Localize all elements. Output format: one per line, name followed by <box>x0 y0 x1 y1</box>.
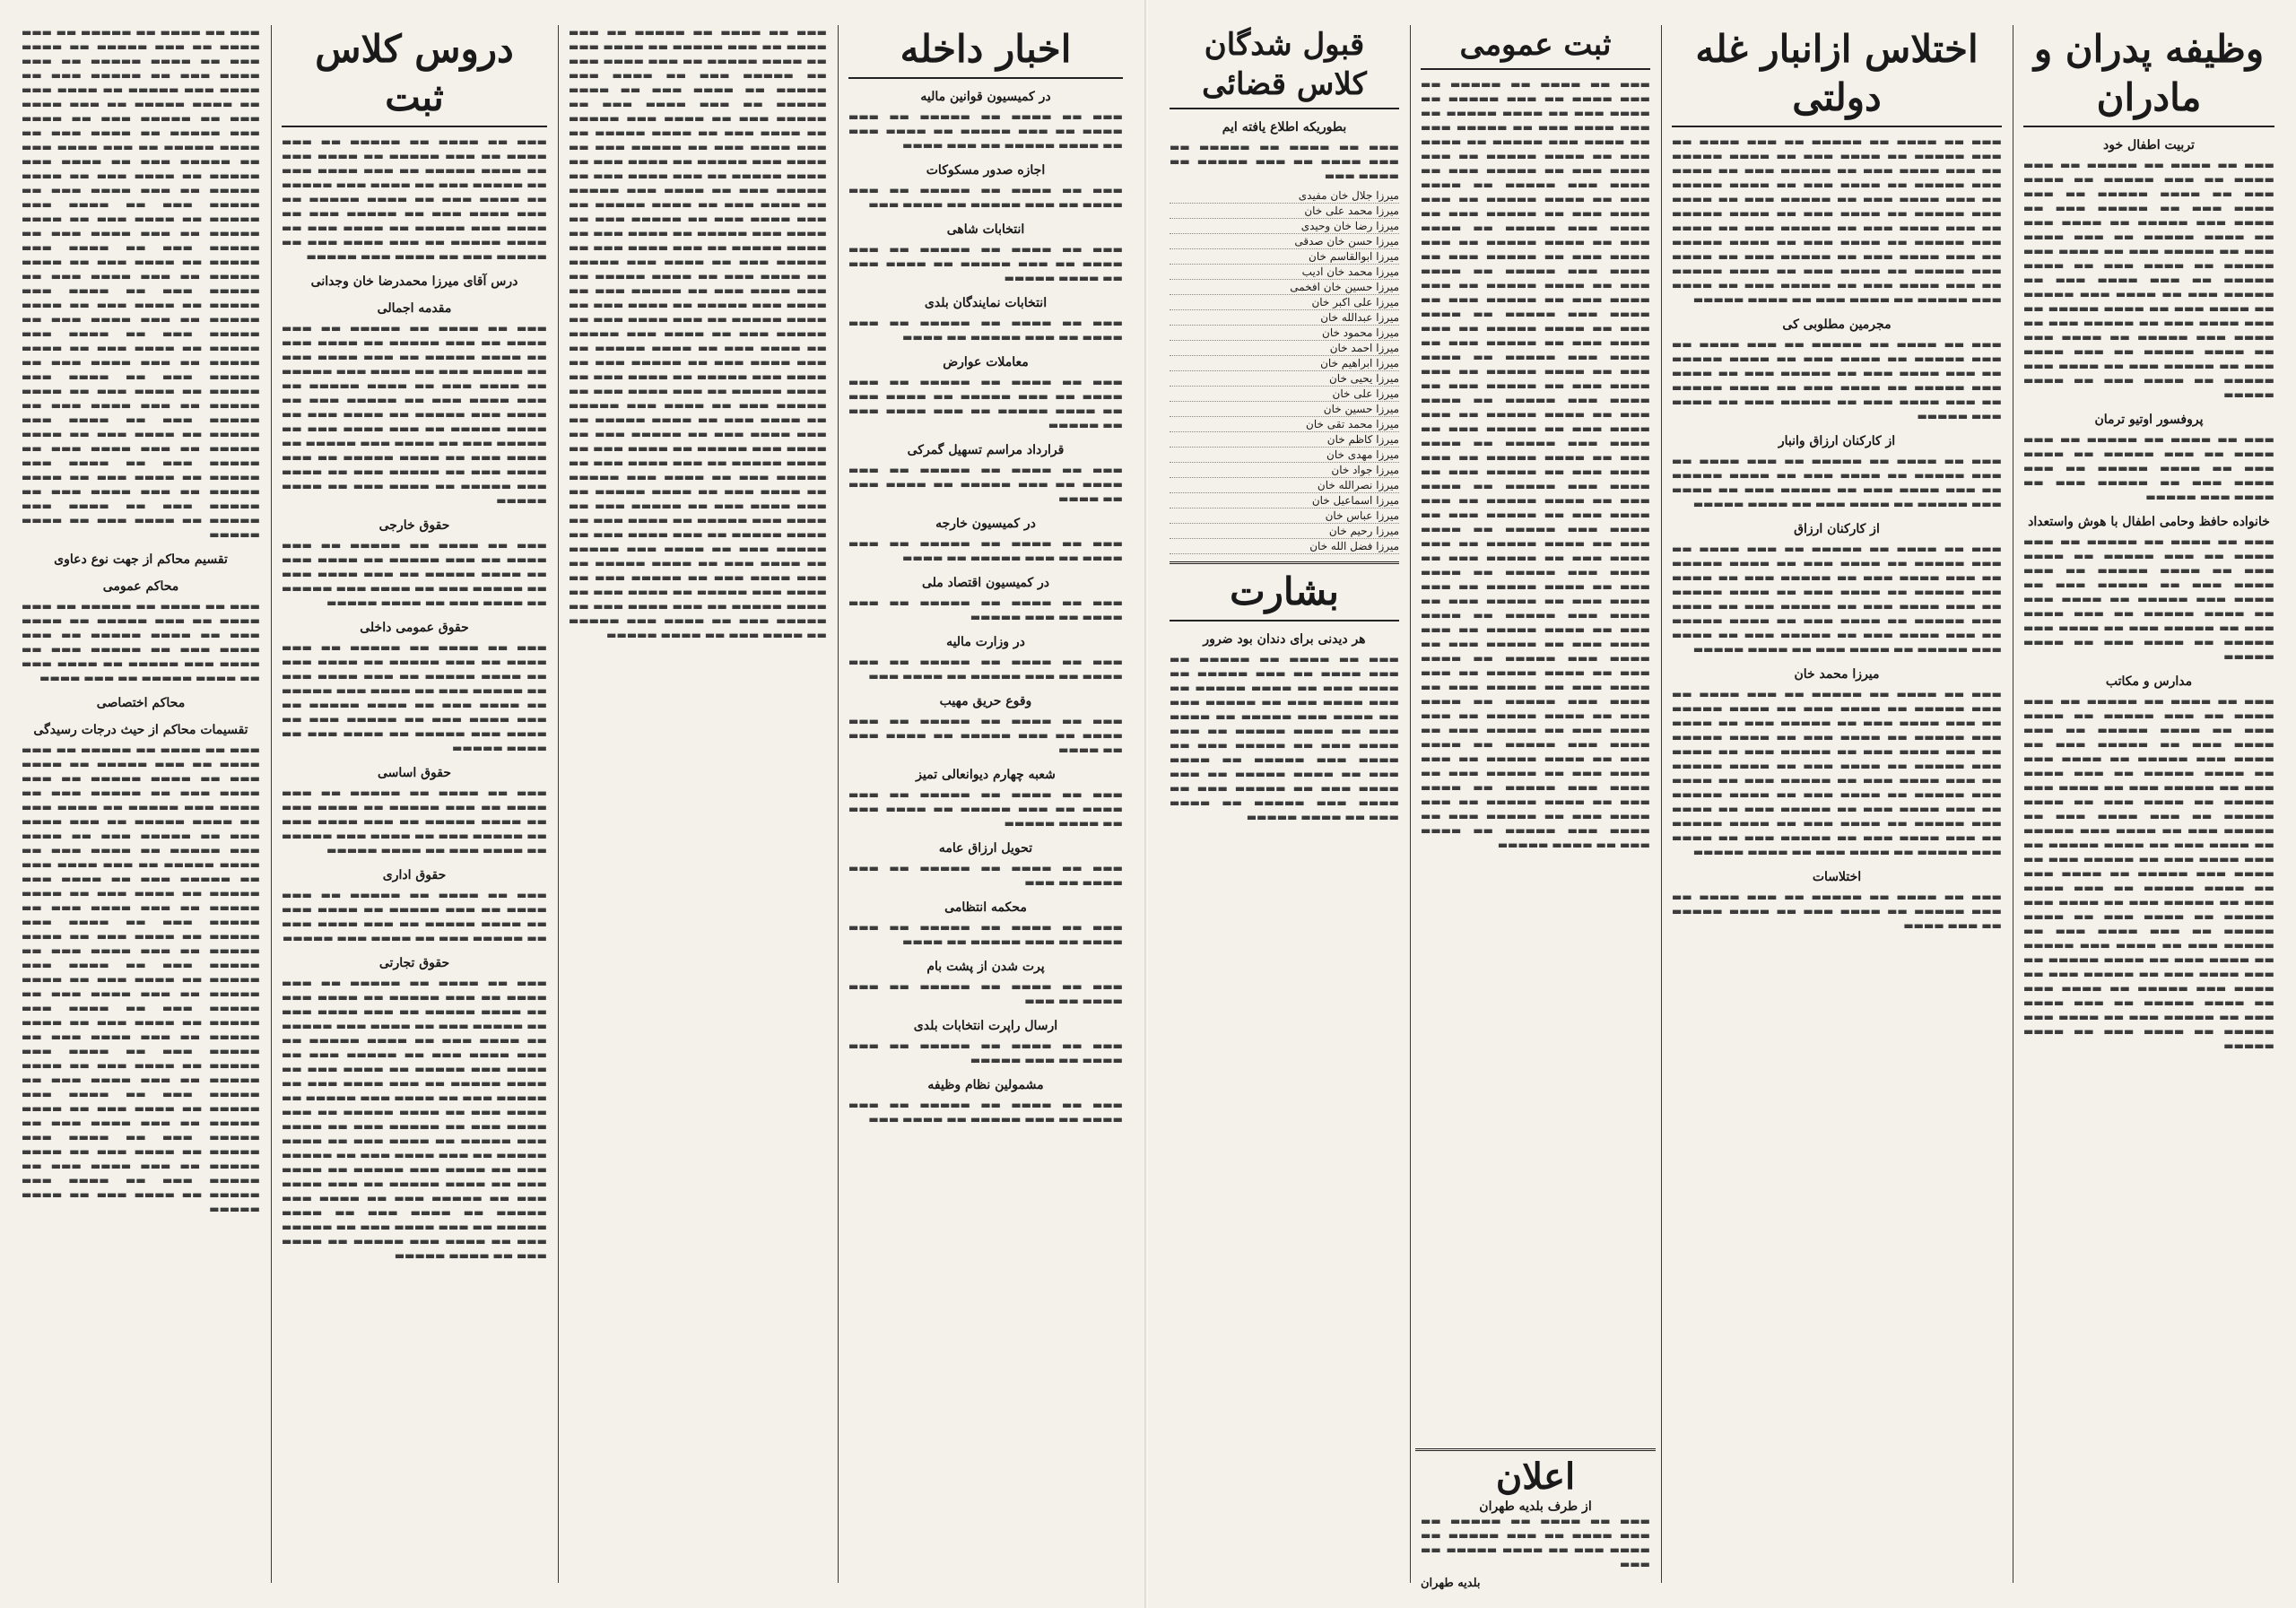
body-text: ▬▬▬ ▬▬ ▬▬▬▬ ▬▬ ▬▬▬▬▬ ▬▬ ▬▬▬ ▬▬▬▬ ▬▬ ▬▬▬ ▬▬▬▬▬ <box>848 1039 1123 1066</box>
list-item: میرزا نصرالله خان <box>1170 478 1399 493</box>
duty-sub-3: خانواده حافظ وحامی اطفال با هوش واستعداد <box>2028 515 2270 529</box>
body-text: ▬▬▬ ▬▬ ▬▬▬▬ ▬▬ ▬▬▬▬▬ ▬▬ ▬▬▬ ▬▬▬▬ ▬▬ ▬▬▬ ▬▬▬▬▬ ▬▬ ▬▬▬▬ ▬▬▬ ▬▬ ▬▬▬▬ ▬▬▬▬▬ ▬▬ ▬▬▬ ▬▬▬▬ ▬▬▬ ▬▬ ▬▬▬▬▬ ▬▬▬ ▬▬ ▬▬▬▬ ▬▬▬ ▬▬▬▬▬ ▬▬ ▬▬▬▬ ▬▬▬ ▬▬ ▬▬▬▬ ▬▬▬▬▬ ▬▬ ▬▬▬ ▬▬▬▬ ▬▬▬ ▬▬ ▬▬▬▬▬ ▬▬▬ ▬▬ ▬▬▬▬ ▬▬▬ ▬▬▬▬▬ ▬▬ ▬▬▬▬ ▬▬▬ ▬▬ ▬▬▬▬ ▬▬▬▬▬ ▬▬ ▬▬▬ ▬▬▬▬ ▬▬▬ ▬▬ ▬▬▬▬▬ ▬▬▬ ▬▬ ▬▬▬▬ ▬▬▬ ▬▬▬▬▬ ▬▬ ▬▬▬▬ ▬▬▬ ▬▬ ▬▬▬▬ ▬▬▬▬▬ ▬▬ ▬▬▬ ▬▬▬▬ ▬▬▬ ▬▬ ▬▬▬▬▬ ▬▬▬ ▬▬ ▬▬▬▬ ▬▬▬ ▬▬▬▬▬ ▬▬ ▬▬▬▬ ▬▬▬ ▬▬ ▬▬▬▬ ▬▬▬▬▬ ▬▬ ▬▬▬ ▬▬▬▬ ▬▬▬ ▬▬ ▬▬▬▬▬ ▬▬▬ ▬▬ ▬▬▬▬ ▬▬▬ ▬▬▬▬▬ ▬▬ ▬▬▬▬ ▬▬▬ ▬▬ ▬▬▬▬ ▬▬▬▬▬ ▬▬ ▬▬▬ ▬▬▬▬ ▬▬▬ ▬▬ ▬▬▬▬▬ ▬▬▬ ▬▬ ▬▬▬▬ ▬▬▬ ▬▬▬▬▬ ▬▬ ▬▬▬▬ ▬▬▬ ▬▬ ▬▬▬▬ ▬▬▬▬▬ ▬▬ ▬▬▬ ▬▬▬▬ ▬▬▬ ▬▬ ▬▬▬▬▬ ▬▬▬ ▬▬ ▬▬▬▬ ▬▬▬ ▬▬▬▬▬ ▬▬ ▬▬▬▬ ▬▬▬ ▬▬ ▬▬▬▬ ▬▬▬▬▬ ▬▬ ▬▬▬ ▬▬▬▬ ▬▬▬ ▬▬ ▬▬▬▬▬ ▬▬▬ ▬▬ ▬▬▬▬ ▬▬▬ ▬▬▬▬▬ ▬▬ ▬▬▬▬ ▬▬▬ ▬▬ ▬▬▬▬ ▬▬▬▬▬ ▬▬ ▬▬▬ ▬▬▬▬ ▬▬▬ ▬▬ ▬▬▬▬▬ ▬▬▬ ▬▬ ▬▬▬▬ ▬▬▬ ▬▬▬▬▬ ▬▬ ▬▬▬▬ ▬▬▬ ▬▬ ▬▬▬▬ ▬▬▬▬▬ ▬▬ ▬▬▬ ▬▬▬▬ ▬▬▬ ▬▬ ▬▬▬▬▬ ▬▬▬ ▬▬ ▬▬▬▬ ▬▬▬ ▬▬▬▬▬ ▬▬ ▬▬▬▬ ▬▬▬ ▬▬ ▬▬▬▬ ▬▬▬▬▬ ▬▬ ▬▬▬ ▬▬▬▬ ▬▬▬ ▬▬ ▬▬▬▬▬ ▬▬▬ ▬▬ ▬▬▬▬ ▬▬▬ ▬▬▬▬▬ ▬▬ ▬▬▬▬ ▬▬▬ ▬▬ ▬▬▬▬ ▬▬▬▬▬ <box>22 26 260 541</box>
news-item-5: معاملات عوارض <box>943 355 1029 369</box>
list-item: میرزا علی خان <box>1170 387 1399 402</box>
body-text: ▬▬▬ ▬▬ ▬▬▬▬ ▬▬ ▬▬▬▬▬ ▬▬ ▬▬▬ ▬▬▬▬ ▬▬ ▬▬▬ ▬▬▬▬▬ ▬▬ ▬▬▬▬ ▬▬▬ ▬▬ ▬▬▬▬ <box>848 464 1123 505</box>
section-admin: حقوق اداری <box>382 868 447 882</box>
news-item-3: انتخابات شاهی <box>946 222 1025 237</box>
embezzlement-sub-4: میرزا محمد خان <box>1794 667 1880 682</box>
list-item: میرزا رضا خان وحیدی <box>1170 219 1399 234</box>
body-text: ▬▬▬ ▬▬ ▬▬▬▬ ▬▬ ▬▬▬▬▬ ▬▬ ▬▬▬ ▬▬▬▬ ▬▬ ▬▬▬ ▬▬▬▬▬ ▬▬ ▬▬▬▬ ▬▬▬ ▬▬ ▬▬▬▬ ▬▬▬▬▬ ▬▬ ▬▬▬ ▬▬▬▬ ▬▬▬ ▬▬ ▬▬▬▬▬ ▬▬▬ ▬▬ ▬▬▬▬ ▬▬▬ ▬▬▬▬▬ ▬▬ ▬▬▬▬ ▬▬▬ ▬▬ ▬▬▬▬ ▬▬▬▬▬ ▬▬ ▬▬▬ ▬▬▬▬ ▬▬▬ ▬▬ ▬▬▬▬▬ ▬▬▬ ▬▬ ▬▬▬▬ ▬▬▬ ▬▬▬▬▬ ▬▬ ▬▬▬▬ ▬▬▬ ▬▬ ▬▬▬▬ ▬▬▬▬▬ ▬▬ ▬▬▬ ▬▬▬▬ ▬▬▬ ▬▬ ▬▬▬▬▬ ▬▬▬ ▬▬ ▬▬▬▬ ▬▬▬ ▬▬▬▬▬ ▬▬ ▬▬▬▬ ▬▬▬ ▬▬ ▬▬▬▬ ▬▬▬▬▬ ▬▬ ▬▬▬ ▬▬▬▬ ▬▬▬ ▬▬ ▬▬▬▬▬ ▬▬▬ ▬▬ ▬▬▬▬ ▬▬▬ ▬▬▬▬▬ ▬▬ ▬▬▬▬ ▬▬▬ ▬▬ ▬▬▬▬ ▬▬▬▬▬ ▬▬ ▬▬▬ ▬▬▬▬ ▬▬▬ ▬▬ ▬▬▬▬▬ ▬▬▬ ▬▬ ▬▬▬▬ ▬▬▬ ▬▬▬▬▬ ▬▬ ▬▬▬▬ ▬▬▬ ▬▬ ▬▬▬▬ ▬▬▬▬▬ ▬▬ ▬▬▬ ▬▬▬▬ ▬▬▬ ▬▬ ▬▬▬▬▬ ▬▬▬ ▬▬ ▬▬▬▬ ▬▬▬ ▬▬▬▬▬ ▬▬ ▬▬▬▬ ▬▬▬ ▬▬ ▬▬▬▬ ▬▬▬▬▬ ▬▬ ▬▬▬ ▬▬▬▬ ▬▬▬ ▬▬ ▬▬▬▬▬ ▬▬▬ ▬▬ ▬▬▬▬ ▬▬▬ ▬▬▬▬▬ ▬▬ ▬▬▬▬ ▬▬▬ ▬▬ ▬▬▬▬ ▬▬▬▬▬ ▬▬ ▬▬▬ ▬▬▬▬ ▬▬▬ ▬▬ ▬▬▬▬▬ ▬▬▬ ▬▬ ▬▬▬▬ ▬▬▬ ▬▬▬▬▬ ▬▬ ▬▬▬▬ ▬▬▬ ▬▬ ▬▬▬▬ ▬▬▬▬▬ ▬▬ ▬▬▬ ▬▬▬▬ ▬▬▬ ▬▬ ▬▬▬▬▬ ▬▬▬ ▬▬ ▬▬▬▬ ▬▬▬ ▬▬▬▬▬ ▬▬ ▬▬▬▬ ▬▬▬ ▬▬ ▬▬▬▬ ▬▬▬▬▬ ▬▬ ▬▬▬ ▬▬▬▬ ▬▬▬ ▬▬ ▬▬▬▬▬ ▬▬▬ ▬▬ ▬▬▬▬ ▬▬▬ ▬▬▬▬▬ ▬▬ ▬▬▬▬ ▬▬▬ ▬▬ ▬▬▬▬ ▬▬▬▬▬ ▬▬ ▬▬▬ ▬▬▬▬ ▬▬▬ ▬▬ ▬▬▬▬▬ ▬▬▬ ▬▬ ▬▬▬▬ ▬▬▬ ▬▬▬▬▬ ▬▬ ▬▬▬▬ ▬▬▬ ▬▬ ▬▬▬▬ ▬▬▬▬▬ ▬▬ ▬▬▬ ▬▬▬▬ ▬▬▬ ▬▬ ▬▬▬▬▬ ▬▬▬ ▬▬ ▬▬▬▬ ▬▬▬ ▬▬▬▬▬ ▬▬ ▬▬▬▬ ▬▬▬ ▬▬ ▬▬▬▬ ▬▬▬▬▬ ▬▬ ▬▬▬ ▬▬▬▬ ▬▬▬ ▬▬ ▬▬▬▬▬ ▬▬▬ ▬▬ ▬▬▬▬ ▬▬▬ ▬▬▬▬▬ ▬▬ ▬▬▬▬ ▬▬▬ ▬▬ ▬▬▬▬ ▬▬▬▬▬ ▬▬ ▬▬▬ ▬▬▬▬ ▬▬▬ ▬▬ ▬▬▬▬▬ ▬▬▬ ▬▬ ▬▬▬▬ ▬▬▬ ▬▬▬▬▬ ▬▬ ▬▬▬▬ ▬▬▬ ▬▬ ▬▬▬▬ ▬▬▬▬▬ ▬▬ ▬▬▬ ▬▬▬▬ ▬▬▬ ▬▬ ▬▬▬▬▬ ▬▬▬ ▬▬ ▬▬▬▬ ▬▬▬ ▬▬▬▬▬ ▬▬ ▬▬▬▬ ▬▬▬ ▬▬ ▬▬▬▬ ▬▬▬▬▬ ▬▬ ▬▬▬ ▬▬▬▬ ▬▬▬ ▬▬ ▬▬▬▬▬ ▬▬▬ ▬▬ ▬▬▬▬ ▬▬▬ ▬▬▬▬▬ ▬▬ ▬▬▬▬ ▬▬▬ ▬▬ ▬▬▬▬ ▬▬▬▬▬ <box>569 26 827 641</box>
news-item-6: قرارداد مراسم تسهیل گمرکی <box>907 443 1065 457</box>
body-text: ▬▬▬ ▬▬ ▬▬▬▬ ▬▬ ▬▬▬▬▬ ▬▬ ▬▬▬ ▬▬▬▬ ▬▬ ▬▬▬ ▬▬▬▬▬ ▬▬ ▬▬▬▬ ▬▬▬ ▬▬ ▬▬▬▬ ▬▬▬▬▬ ▬▬ ▬▬▬ ▬▬▬▬ ▬▬▬ ▬▬ ▬▬▬▬▬ ▬▬▬ ▬▬ ▬▬▬▬ ▬▬▬ ▬▬▬▬▬ ▬▬ ▬▬▬▬ ▬▬▬ ▬▬ ▬▬▬▬ ▬▬▬▬▬ ▬▬ ▬▬▬ ▬▬▬▬ ▬▬▬ ▬▬ ▬▬▬▬▬ ▬▬▬ ▬▬ ▬▬▬▬ ▬▬▬ ▬▬▬▬▬ ▬▬ ▬▬▬▬ ▬▬▬ ▬▬ ▬▬▬▬ ▬▬▬▬▬ <box>2023 535 2274 663</box>
list-item: میرزا حسین خان افخمی <box>1170 280 1399 295</box>
news-item-4: انتخابات نمایندگان بلدی <box>924 296 1048 310</box>
section-kinds: حقوق اساسی <box>378 766 451 780</box>
body-text: ▬▬▬ ▬▬ ▬▬▬▬ ▬▬ ▬▬▬▬▬ ▬▬ ▬▬▬ ▬▬▬▬ ▬▬ ▬▬▬ ▬▬▬▬▬ ▬▬ ▬▬▬▬ <box>848 537 1123 564</box>
body-text: ▬▬▬ ▬▬ ▬▬▬▬ ▬▬ ▬▬▬▬▬ ▬▬ ▬▬▬ ▬▬▬▬ ▬▬ ▬▬▬ ▬▬▬▬▬ ▬▬ ▬▬▬▬ ▬▬▬ ▬▬ ▬▬▬▬ <box>848 715 1123 756</box>
notice-signature: بلدیه طهران <box>1421 1577 1481 1590</box>
list-item: میرزا محمد تقی خان <box>1170 417 1399 432</box>
body-text: ▬▬▬ ▬▬ ▬▬▬▬ ▬▬ ▬▬▬▬▬ ▬▬ ▬▬▬ ▬▬▬▬ ▬▬ ▬▬▬ ▬▬▬▬▬ <box>848 596 1123 623</box>
news-item-10: وقوع حریق مهیب <box>939 694 1032 708</box>
body-text: ▬▬▬ ▬▬ ▬▬▬▬ ▬▬ ▬▬▬▬▬ ▬▬ ▬▬▬ ▬▬▬▬ ▬▬ ▬▬▬ ▬▬▬▬▬ ▬▬ ▬▬▬▬ ▬▬▬ ▬▬ ▬▬▬▬ ▬▬▬▬▬ ▬▬ ▬▬▬ ▬▬▬▬ ▬▬▬ ▬▬ ▬▬▬▬▬ ▬▬▬ ▬▬ ▬▬▬▬ ▬▬▬ ▬▬▬▬▬ ▬▬ ▬▬▬▬ ▬▬▬ ▬▬ ▬▬▬▬ ▬▬▬▬▬ <box>282 539 547 609</box>
body-text: ▬▬▬ ▬▬ ▬▬▬▬ ▬▬ ▬▬▬▬▬ ▬▬ ▬▬▬ ▬▬▬▬ ▬▬ ▬▬▬ ▬▬▬▬▬ ▬▬ ▬▬▬▬ ▬▬▬ ▬▬ ▬▬▬▬ ▬▬▬▬▬ ▬▬ ▬▬▬ ▬▬▬▬ ▬▬▬ ▬▬ ▬▬▬▬▬ ▬▬▬ ▬▬ ▬▬▬▬ ▬▬▬ ▬▬▬▬▬ <box>2023 433 2274 503</box>
list-item: میرزا ابوالقاسم خان <box>1170 249 1399 265</box>
accepted-students-headline: قبول شدگان کلاس قضائی <box>1170 25 1399 109</box>
list-item: میرزا محمد علی خان <box>1170 204 1399 219</box>
embezzlement-sub-3: از کارکنان ارزاق <box>1794 522 1880 536</box>
body-text: ▬▬▬ ▬▬ ▬▬▬▬ ▬▬ ▬▬▬▬▬ ▬▬ ▬▬▬ ▬▬▬▬ ▬▬ ▬▬▬ ▬▬▬▬▬ ▬▬ ▬▬▬▬ ▬▬▬ ▬▬ ▬▬▬▬ ▬▬▬▬▬ ▬▬ ▬▬▬ ▬▬▬▬ ▬▬▬ ▬▬ ▬▬▬▬▬ ▬▬▬ ▬▬ ▬▬▬▬ ▬▬▬ ▬▬▬▬▬ ▬▬ ▬▬▬▬ ▬▬▬ ▬▬ ▬▬▬▬ ▬▬▬▬▬ <box>1672 455 2002 510</box>
body-text: ▬▬▬ ▬▬ ▬▬▬▬ ▬▬ ▬▬▬▬▬ ▬▬ ▬▬▬ ▬▬▬▬ ▬▬ ▬▬▬ ▬▬▬▬▬ ▬▬ ▬▬▬▬ ▬▬▬ <box>848 184 1123 211</box>
body-text: ▬▬▬ ▬▬ ▬▬▬▬ ▬▬ ▬▬▬▬▬ ▬▬ ▬▬▬ ▬▬▬▬ ▬▬ ▬▬▬ ▬▬▬▬▬ ▬▬ ▬▬▬▬ ▬▬▬ ▬▬ ▬▬▬▬ ▬▬▬▬▬ ▬▬ ▬▬▬ ▬▬▬▬ ▬▬▬ ▬▬ ▬▬▬▬▬ ▬▬▬ ▬▬ ▬▬▬▬ ▬▬▬ ▬▬▬▬▬ ▬▬ ▬▬▬▬ ▬▬▬ ▬▬ ▬▬▬▬ ▬▬▬▬▬ ▬▬ ▬▬▬ ▬▬▬▬ ▬▬▬ ▬▬ ▬▬▬▬▬ ▬▬▬ ▬▬ ▬▬▬▬ ▬▬▬ ▬▬▬▬▬ <box>1672 338 2002 422</box>
embezzlement-sub-1: مجرمین مطلوبی کی <box>1782 317 1892 332</box>
body-text: ▬▬▬ ▬▬ ▬▬▬▬ ▬▬ ▬▬▬▬▬ ▬▬ ▬▬▬ ▬▬▬▬ ▬▬ ▬▬▬ ▬▬▬▬▬ ▬▬ ▬▬▬▬ ▬▬▬ ▬▬ ▬▬▬▬ ▬▬▬▬▬ ▬▬ ▬▬▬ ▬▬▬▬ <box>1672 891 2002 932</box>
courts-sub-general: محاکم عمومی <box>102 579 179 594</box>
duty-sub-2: پروفسور اوتیو ترمان <box>2094 413 2204 427</box>
news-item-2: اجازه صدور مسکوکات <box>926 163 1046 178</box>
embezzlement-sub-2: از کارکنان ارزاق وانبار <box>1778 434 1896 448</box>
public-registry-headline: ثبت عمومی <box>1421 25 1650 70</box>
body-text: ▬▬▬ ▬▬ ▬▬▬▬ ▬▬ ▬▬▬▬▬ ▬▬ ▬▬▬ ▬▬▬▬ ▬▬ ▬▬▬ ▬▬▬▬▬ ▬▬ ▬▬▬▬ ▬▬▬ <box>848 656 1123 682</box>
news-item-16: مشمولین نظام وظیفه <box>927 1078 1044 1092</box>
courts-heading: تقسیم محاکم از جهت نوع دعاوی <box>54 552 228 567</box>
body-text: ▬▬▬ ▬▬ ▬▬▬▬ ▬▬ ▬▬▬▬▬ ▬▬ ▬▬▬ ▬▬▬▬ ▬▬ ▬▬▬ <box>848 862 1123 889</box>
list-item: میرزا احمد خان <box>1170 341 1399 356</box>
column-rule <box>1410 25 1411 1583</box>
column-right-page-1 <box>1164 25 1405 1583</box>
list-item: میرزا مهدی خان <box>1170 448 1399 463</box>
announcement-headline: بشارت <box>1170 568 1399 621</box>
body-text: ▬▬▬ ▬▬ ▬▬▬▬ ▬▬ ▬▬▬▬▬ ▬▬ ▬▬▬ ▬▬▬▬ ▬▬ ▬▬▬ ▬▬▬▬▬ ▬▬ ▬▬▬▬ ▬▬▬ <box>848 1099 1123 1126</box>
classes-headline: دروس کلاس ثبت <box>282 25 547 127</box>
list-item: میرزا جواد خان <box>1170 463 1399 478</box>
list-item: میرزا عبدالله خان <box>1170 310 1399 326</box>
accepted-students-list <box>1170 188 1399 554</box>
body-text: ▬▬▬ ▬▬ ▬▬▬▬ ▬▬ ▬▬▬▬▬ ▬▬ ▬▬▬ ▬▬▬▬ ▬▬ ▬▬▬ ▬▬▬▬▬ ▬▬ ▬▬▬▬ ▬▬▬ ▬▬ ▬▬▬▬ ▬▬▬▬▬ ▬▬ ▬▬▬ ▬▬▬▬ ▬▬▬ ▬▬ ▬▬▬▬▬ ▬▬▬ ▬▬ ▬▬▬▬ ▬▬▬ ▬▬▬▬▬ ▬▬ ▬▬▬▬ ▬▬▬ ▬▬ ▬▬▬▬ ▬▬▬▬▬ ▬▬ ▬▬▬ ▬▬▬▬ ▬▬▬ ▬▬ ▬▬▬▬▬ ▬▬▬ ▬▬ ▬▬▬▬ ▬▬▬ ▬▬▬▬▬ ▬▬ ▬▬▬▬ ▬▬▬ ▬▬ ▬▬▬▬ ▬▬▬▬▬ ▬▬ ▬▬▬ ▬▬▬▬ ▬▬▬ ▬▬ ▬▬▬▬▬ ▬▬▬ ▬▬ ▬▬▬▬ ▬▬▬ ▬▬▬▬▬ ▬▬ ▬▬▬▬ ▬▬▬ ▬▬ ▬▬▬▬ ▬▬▬▬▬ ▬▬ ▬▬▬ ▬▬▬▬ ▬▬▬ ▬▬ ▬▬▬▬▬ ▬▬▬ ▬▬ ▬▬▬▬ ▬▬▬ ▬▬▬▬▬ ▬▬ ▬▬▬▬ ▬▬▬ ▬▬ ▬▬▬▬ ▬▬▬▬▬ ▬▬ ▬▬▬ ▬▬▬▬ ▬▬▬ ▬▬ ▬▬▬▬▬ ▬▬▬ ▬▬ ▬▬▬▬ ▬▬▬ ▬▬▬▬▬ ▬▬ ▬▬▬▬ ▬▬▬ ▬▬ ▬▬▬▬ ▬▬▬▬▬ ▬▬ ▬▬▬ ▬▬▬▬ ▬▬▬ ▬▬ ▬▬▬▬▬ ▬▬▬ ▬▬ ▬▬▬▬ ▬▬▬ ▬▬▬▬▬ ▬▬ ▬▬▬▬ ▬▬▬ ▬▬ ▬▬▬▬ ▬▬▬▬▬ ▬▬ ▬▬▬ ▬▬▬▬ ▬▬▬ ▬▬ ▬▬▬▬▬ ▬▬▬ ▬▬ ▬▬▬▬ ▬▬▬ ▬▬▬▬▬ ▬▬ ▬▬▬▬ ▬▬▬ ▬▬ ▬▬▬▬ ▬▬▬▬▬ ▬▬ ▬▬▬ ▬▬▬▬ ▬▬▬ ▬▬ ▬▬▬▬▬ ▬▬▬ ▬▬ ▬▬▬▬ ▬▬▬ ▬▬▬▬▬ ▬▬ ▬▬▬▬ ▬▬▬ ▬▬ ▬▬▬▬ ▬▬▬▬▬ <box>2023 695 2274 1052</box>
body-text: ▬▬▬ ▬▬ ▬▬▬▬ ▬▬ ▬▬▬▬▬ ▬▬ ▬▬▬ ▬▬▬▬ ▬▬ ▬▬▬ ▬▬▬▬▬ ▬▬ ▬▬▬▬ ▬▬▬ ▬▬ ▬▬▬▬ ▬▬▬▬▬ ▬▬ ▬▬▬ ▬▬▬▬ ▬▬▬ ▬▬ ▬▬▬▬▬ ▬▬▬ ▬▬ ▬▬▬▬ ▬▬▬ ▬▬▬▬▬ ▬▬ ▬▬▬▬ ▬▬▬ ▬▬ ▬▬▬▬ ▬▬▬▬▬ ▬▬ ▬▬▬ ▬▬▬▬ ▬▬▬ ▬▬ ▬▬▬▬▬ ▬▬▬ ▬▬ ▬▬▬▬ ▬▬▬ ▬▬▬▬▬ ▬▬ ▬▬▬▬ ▬▬▬ ▬▬ ▬▬▬▬ ▬▬▬▬▬ ▬▬ ▬▬▬ ▬▬▬▬ ▬▬▬ ▬▬ ▬▬▬▬▬ ▬▬▬ ▬▬ ▬▬▬▬ ▬▬▬ ▬▬▬▬▬ ▬▬ ▬▬▬▬ ▬▬▬ ▬▬ ▬▬▬▬ ▬▬▬▬▬ ▬▬ ▬▬▬ ▬▬▬▬ ▬▬▬ ▬▬ ▬▬▬▬▬ ▬▬▬ ▬▬ ▬▬▬▬ ▬▬▬ ▬▬▬▬▬ ▬▬ ▬▬▬▬ ▬▬▬ ▬▬ ▬▬▬▬ ▬▬▬▬▬ ▬▬ ▬▬▬ ▬▬▬▬ ▬▬▬ ▬▬ ▬▬▬▬▬ ▬▬▬ ▬▬ ▬▬▬▬ ▬▬▬ ▬▬▬▬▬ ▬▬ ▬▬▬▬ ▬▬▬ ▬▬ ▬▬▬▬ ▬▬▬▬▬ <box>2023 159 2274 401</box>
section-commercial: حقوق تجارتی <box>378 956 450 970</box>
column-rule <box>1661 25 1662 1583</box>
body-text: ▬▬▬ ▬▬ ▬▬▬▬ ▬▬ ▬▬▬▬▬ ▬▬ ▬▬▬ ▬▬▬▬ ▬▬ ▬▬▬ ▬▬▬▬▬ ▬▬ ▬▬▬▬ ▬▬▬ ▬▬ ▬▬▬▬ ▬▬▬▬▬ ▬▬ ▬▬▬ ▬▬▬▬ ▬▬▬ ▬▬ ▬▬▬▬▬ <box>848 376 1123 431</box>
body-text: ▬▬▬ ▬▬ ▬▬▬▬ ▬▬ ▬▬▬▬▬ ▬▬ ▬▬▬ ▬▬▬▬ ▬▬ ▬▬▬ ▬▬▬▬▬ ▬▬ ▬▬▬▬ ▬▬▬ ▬▬ ▬▬▬▬ ▬▬▬▬▬ ▬▬ ▬▬▬ ▬▬▬▬ ▬▬▬ ▬▬ ▬▬▬▬▬ ▬▬▬ ▬▬ ▬▬▬▬ ▬▬▬ ▬▬▬▬▬ ▬▬ ▬▬▬▬ ▬▬▬ ▬▬ ▬▬▬▬ ▬▬▬▬▬ ▬▬ ▬▬▬ ▬▬▬▬ ▬▬▬ ▬▬ ▬▬▬▬▬ ▬▬▬ ▬▬ ▬▬▬▬ ▬▬▬ ▬▬▬▬▬ ▬▬ ▬▬▬▬ ▬▬▬ ▬▬ ▬▬▬▬ ▬▬▬▬▬ ▬▬ ▬▬▬ ▬▬▬▬ ▬▬▬ ▬▬ ▬▬▬▬▬ ▬▬▬ ▬▬ ▬▬▬▬ ▬▬▬ ▬▬▬▬▬ ▬▬ ▬▬▬▬ ▬▬▬ ▬▬ ▬▬▬▬ ▬▬▬▬▬ ▬▬ ▬▬▬ ▬▬▬▬ ▬▬▬ ▬▬ ▬▬▬▬▬ ▬▬▬ ▬▬ ▬▬▬▬ ▬▬▬ ▬▬▬▬▬ ▬▬ ▬▬▬▬ ▬▬▬ ▬▬ ▬▬▬▬ ▬▬▬▬▬ ▬▬ ▬▬▬ ▬▬▬▬ ▬▬▬ ▬▬ ▬▬▬▬▬ ▬▬▬ ▬▬ ▬▬▬▬ ▬▬▬ ▬▬▬▬▬ ▬▬ ▬▬▬▬ ▬▬▬ ▬▬ ▬▬▬▬ ▬▬▬▬▬ <box>1672 135 2002 306</box>
body-text: ▬▬▬ ▬▬ ▬▬▬▬ ▬▬ ▬▬▬▬▬ ▬▬ ▬▬▬ ▬▬▬▬ ▬▬ ▬▬▬ ▬▬▬▬▬ ▬▬ ▬▬▬▬ ▬▬▬ ▬▬ ▬▬▬▬ ▬▬▬▬▬ ▬▬ ▬▬▬ ▬▬▬▬ ▬▬▬ ▬▬ ▬▬▬▬▬ ▬▬▬ ▬▬ ▬▬▬▬ ▬▬▬ ▬▬▬▬▬ ▬▬ ▬▬▬▬ ▬▬▬ ▬▬ ▬▬▬▬ ▬▬▬▬▬ ▬▬ ▬▬▬ ▬▬▬▬ ▬▬▬ ▬▬ ▬▬▬▬▬ ▬▬▬ ▬▬ ▬▬▬▬ ▬▬▬ ▬▬▬▬▬ ▬▬ ▬▬▬▬ ▬▬▬ ▬▬ ▬▬▬▬ ▬▬▬▬▬ ▬▬ ▬▬▬ ▬▬▬▬ ▬▬▬ ▬▬ ▬▬▬▬▬ ▬▬▬ ▬▬ ▬▬▬▬ ▬▬▬ ▬▬▬▬▬ ▬▬ ▬▬▬▬ ▬▬▬ ▬▬ ▬▬▬▬ ▬▬▬▬▬ <box>1170 653 1399 823</box>
body-text: ▬▬▬ ▬▬ ▬▬▬▬ ▬▬ ▬▬▬▬▬ ▬▬ ▬▬▬ ▬▬▬▬ ▬▬ ▬▬▬ ▬▬▬▬▬ ▬▬ ▬▬▬▬ <box>848 317 1123 343</box>
list-item: میرزا حسن خان صدقی <box>1170 234 1399 249</box>
news-item-7: در کمیسیون خارجه <box>935 517 1036 531</box>
news-item-12: تحویل ارزاق عامه <box>938 841 1033 856</box>
embezzlement-headline: اختلاس ازانبار غله دولتی <box>1672 25 2002 127</box>
body-text: ▬▬▬ ▬▬ ▬▬▬▬ ▬▬ ▬▬▬▬▬ ▬▬ ▬▬▬ ▬▬▬▬ ▬▬ ▬▬▬ ▬▬▬▬▬ ▬▬ ▬▬▬▬ ▬▬▬ <box>1170 141 1399 182</box>
courts-sub-degrees: تقسیمات محاکم از حیث درجات رسیدگی <box>33 723 248 737</box>
section-general-intro: مقدمه اجمالی <box>377 301 452 316</box>
list-item: میرزا محمود خان <box>1170 326 1399 341</box>
body-text: ▬▬▬ ▬▬ ▬▬▬▬ ▬▬ ▬▬▬▬▬ ▬▬ ▬▬▬ ▬▬▬▬ ▬▬ ▬▬▬ ▬▬▬▬▬ ▬▬ ▬▬▬▬ ▬▬▬ ▬▬ ▬▬▬▬ ▬▬▬▬▬ ▬▬ ▬▬▬ ▬▬▬▬ ▬▬▬ ▬▬ ▬▬▬▬▬ ▬▬▬ ▬▬ ▬▬▬▬ ▬▬▬ ▬▬▬▬▬ ▬▬ ▬▬▬▬ ▬▬▬ ▬▬ ▬▬▬▬ ▬▬▬▬▬ ▬▬ ▬▬▬ ▬▬▬▬ ▬▬▬ ▬▬ ▬▬▬▬▬ ▬▬▬ ▬▬ ▬▬▬▬ ▬▬▬ ▬▬▬▬▬ ▬▬ ▬▬▬▬ ▬▬▬ ▬▬ ▬▬▬▬ ▬▬▬▬▬ ▬▬ ▬▬▬ ▬▬▬▬ ▬▬▬ ▬▬ ▬▬▬▬▬ ▬▬▬ ▬▬ ▬▬▬▬ ▬▬▬ ▬▬▬▬▬ <box>282 135 547 263</box>
news-item-1: در کمیسیون قوانین مالیه <box>920 90 1051 104</box>
body-text: ▬▬▬ ▬▬ ▬▬▬▬ ▬▬ ▬▬▬▬▬ ▬▬ ▬▬▬ ▬▬▬▬ ▬▬ ▬▬▬ ▬▬▬▬▬ ▬▬ ▬▬▬▬ ▬▬▬ ▬▬ ▬▬▬▬ ▬▬▬▬▬ ▬▬ ▬▬▬ ▬▬▬▬ ▬▬▬ ▬▬ ▬▬▬▬▬ ▬▬▬ ▬▬ ▬▬▬▬ ▬▬▬ ▬▬▬▬▬ ▬▬ ▬▬▬▬ ▬▬▬ ▬▬ ▬▬▬▬ ▬▬▬▬▬ ▬▬ ▬▬▬ ▬▬▬▬ ▬▬▬ ▬▬ ▬▬▬▬▬ ▬▬▬ ▬▬ ▬▬▬▬ ▬▬▬ ▬▬▬▬▬ ▬▬ ▬▬▬▬ ▬▬▬ ▬▬ ▬▬▬▬ ▬▬▬▬▬ ▬▬ ▬▬▬ ▬▬▬▬ ▬▬▬ ▬▬ ▬▬▬▬▬ ▬▬▬ ▬▬ ▬▬▬▬ ▬▬▬ ▬▬▬▬▬ ▬▬ ▬▬▬▬ ▬▬▬ ▬▬ ▬▬▬▬ ▬▬▬▬▬ ▬▬ ▬▬▬ ▬▬▬▬ ▬▬▬ ▬▬ ▬▬▬▬▬ ▬▬▬ ▬▬ ▬▬▬▬ ▬▬▬ ▬▬▬▬▬ ▬▬ ▬▬▬▬ ▬▬▬ ▬▬ ▬▬▬▬ ▬▬▬▬▬ <box>282 322 547 507</box>
list-item: میرزا فضل الله خان <box>1170 539 1399 554</box>
body-text: ▬▬▬ ▬▬ ▬▬▬▬ ▬▬ ▬▬▬▬▬ ▬▬ ▬▬▬ ▬▬▬▬ ▬▬ ▬▬▬ ▬▬▬▬▬ ▬▬ ▬▬▬▬ ▬▬▬ ▬▬ ▬▬▬▬ ▬▬▬▬▬ ▬▬ ▬▬▬ ▬▬▬▬ ▬▬▬ ▬▬ ▬▬▬▬▬ ▬▬▬ ▬▬ ▬▬▬▬ ▬▬▬ ▬▬▬▬▬ <box>282 889 547 944</box>
column-left-page-3 <box>563 25 832 1583</box>
list-item: میرزا ابراهیم خان <box>1170 356 1399 371</box>
column-right-page-2 <box>1415 25 1656 1583</box>
lesson-title: درس آقای میرزا محمدرضا خان وجدانی <box>310 274 518 289</box>
body-text: ▬▬▬ ▬▬ ▬▬▬▬ ▬▬ ▬▬▬▬▬ ▬▬ ▬▬▬ ▬▬▬▬ ▬▬ ▬▬▬ ▬▬▬▬▬ ▬▬ ▬▬▬▬ <box>848 921 1123 948</box>
body-text: ▬▬▬ ▬▬ ▬▬▬▬ ▬▬ ▬▬▬▬▬ ▬▬ ▬▬▬ ▬▬▬▬ ▬▬ ▬▬▬ ▬▬▬▬▬ ▬▬ ▬▬▬▬ ▬▬▬ ▬▬ ▬▬▬▬ ▬▬▬▬▬ ▬▬ ▬▬▬ ▬▬▬▬ ▬▬▬ ▬▬ ▬▬▬▬▬ ▬▬▬ ▬▬ ▬▬▬▬ ▬▬▬ ▬▬▬▬▬ ▬▬ ▬▬▬▬ ▬▬▬ ▬▬ ▬▬▬▬ ▬▬▬▬▬ ▬▬ ▬▬▬ ▬▬▬▬ ▬▬▬ ▬▬ ▬▬▬▬▬ ▬▬▬ ▬▬ ▬▬▬▬ ▬▬▬ ▬▬▬▬▬ ▬▬ ▬▬▬▬ ▬▬▬ ▬▬ ▬▬▬▬ ▬▬▬▬▬ <box>282 641 547 754</box>
announcement-body: هر دیدنی برای دندان بود ضرور <box>1203 632 1366 647</box>
column-left-page-1 <box>16 25 265 1583</box>
body-text: ▬▬▬ ▬▬ ▬▬▬▬ ▬▬ ▬▬▬▬▬ ▬▬ ▬▬▬ ▬▬▬▬ ▬▬ ▬▬▬ ▬▬▬▬▬ ▬▬ ▬▬▬▬ ▬▬▬ ▬▬ ▬▬▬▬ ▬▬▬▬▬ ▬▬ ▬▬▬ ▬▬▬▬ <box>848 110 1123 152</box>
list-item: میرزا علی اکبر خان <box>1170 295 1399 310</box>
list-item: میرزا کاظم خان <box>1170 432 1399 448</box>
body-text: ▬▬▬ ▬▬ ▬▬▬▬ ▬▬ ▬▬▬▬▬ ▬▬ ▬▬▬ ▬▬▬▬ ▬▬ ▬▬▬ <box>848 980 1123 1007</box>
column-rule <box>558 25 559 1583</box>
news-item-11: شعبه چهارم دیوانعالی تمیز <box>916 768 1056 782</box>
internal-news-headline: اخبار داخله <box>848 25 1123 79</box>
notice-box <box>1415 1448 1656 1590</box>
duty-sub-4: مدارس و مکاتب <box>2105 674 2193 689</box>
news-item-14: پرت شدن از پشت بام <box>926 960 1045 974</box>
list-item: میرزا یحیی خان <box>1170 371 1399 387</box>
column-left-page-4 <box>843 25 1128 1583</box>
list-item: میرزا اسماعیل خان <box>1170 493 1399 508</box>
body-text: ▬▬▬ ▬▬ ▬▬▬▬ ▬▬ ▬▬▬▬▬ ▬▬ ▬▬▬ ▬▬▬▬ ▬▬ ▬▬▬ ▬▬▬▬▬ ▬▬ ▬▬▬▬ ▬▬▬ ▬▬ ▬▬▬▬ ▬▬▬▬▬ ▬▬ ▬▬▬ ▬▬▬▬ ▬▬▬ ▬▬ ▬▬▬▬▬ ▬▬▬ ▬▬ ▬▬▬▬ ▬▬▬ ▬▬▬▬▬ ▬▬ ▬▬▬▬ ▬▬▬ ▬▬ ▬▬▬▬ ▬▬▬▬▬ ▬▬ ▬▬▬ ▬▬▬▬ ▬▬▬ ▬▬ ▬▬▬▬▬ ▬▬▬ ▬▬ ▬▬▬▬ ▬▬▬ ▬▬▬▬▬ ▬▬ ▬▬▬▬ ▬▬▬ ▬▬ ▬▬▬▬ ▬▬▬▬▬ ▬▬ ▬▬▬ ▬▬▬▬ ▬▬▬ ▬▬ ▬▬▬▬▬ ▬▬▬ ▬▬ ▬▬▬▬ ▬▬▬ ▬▬▬▬▬ ▬▬ ▬▬▬▬ ▬▬▬ ▬▬ ▬▬▬▬ ▬▬▬▬▬ <box>1672 543 2002 656</box>
list-item: میرزا حسین خان <box>1170 402 1399 417</box>
duty-sub-1: تربیت اطفال خود <box>2103 138 2195 152</box>
news-item-9: در وزارت مالیه <box>946 635 1025 649</box>
notice-org: از طرف بلدیه طهران <box>1479 1499 1592 1514</box>
list-item: میرزا محمد خان ادیب <box>1170 265 1399 280</box>
list-item: میرزا رحیم خان <box>1170 524 1399 539</box>
column-rule <box>271 25 272 1583</box>
section-private-law: حقوق خارجی <box>378 518 450 533</box>
body-text: ▬▬▬ ▬▬ ▬▬▬▬ ▬▬ ▬▬▬▬▬ ▬▬ ▬▬▬ ▬▬▬▬ ▬▬ ▬▬▬ ▬▬▬▬▬ ▬▬ ▬▬▬▬ ▬▬▬ ▬▬ ▬▬▬▬ ▬▬▬▬▬ ▬▬ ▬▬▬ ▬▬▬▬ ▬▬▬ ▬▬ ▬▬▬▬▬ ▬▬▬ ▬▬ ▬▬▬▬ ▬▬▬ ▬▬▬▬▬ ▬▬ ▬▬▬▬ ▬▬▬ ▬▬ ▬▬▬▬ ▬▬▬▬▬ ▬▬ ▬▬▬ ▬▬▬▬ ▬▬▬ ▬▬ ▬▬▬▬▬ ▬▬▬ ▬▬ ▬▬▬▬ ▬▬▬ ▬▬▬▬▬ ▬▬ ▬▬▬▬ ▬▬▬ ▬▬ ▬▬▬▬ ▬▬▬▬▬ ▬▬ ▬▬▬ ▬▬▬▬ ▬▬▬ ▬▬ ▬▬▬▬▬ ▬▬▬ ▬▬ ▬▬▬▬ ▬▬▬ ▬▬▬▬▬ ▬▬ ▬▬▬▬ ▬▬▬ ▬▬ ▬▬▬▬ ▬▬▬▬▬ ▬▬ ▬▬▬ ▬▬▬▬ ▬▬▬ ▬▬ ▬▬▬▬▬ ▬▬▬ ▬▬ ▬▬▬▬ ▬▬▬ ▬▬▬▬▬ ▬▬ ▬▬▬▬ ▬▬▬ ▬▬ ▬▬▬▬ ▬▬▬▬▬ ▬▬ ▬▬▬ ▬▬▬▬ ▬▬▬ ▬▬ ▬▬▬▬▬ ▬▬▬ ▬▬ ▬▬▬▬ ▬▬▬ ▬▬▬▬▬ ▬▬ ▬▬▬▬ ▬▬▬ ▬▬ ▬▬▬▬ ▬▬▬▬▬ ▬▬ ▬▬▬ ▬▬▬▬ ▬▬▬ ▬▬ ▬▬▬▬▬ ▬▬▬ ▬▬ ▬▬▬▬ ▬▬▬ ▬▬▬▬▬ ▬▬ ▬▬▬▬ ▬▬▬ ▬▬ ▬▬▬▬ ▬▬▬▬▬ ▬▬ ▬▬▬ ▬▬▬▬ ▬▬▬ ▬▬ ▬▬▬▬▬ ▬▬▬ ▬▬ ▬▬▬▬ ▬▬▬ ▬▬▬▬▬ ▬▬ ▬▬▬▬ ▬▬▬ ▬▬ ▬▬▬▬ ▬▬▬▬▬ ▬▬ ▬▬▬ ▬▬▬▬ ▬▬▬ ▬▬ ▬▬▬▬▬ ▬▬▬ ▬▬ ▬▬▬▬ ▬▬▬ ▬▬▬▬▬ ▬▬ ▬▬▬▬ ▬▬▬ ▬▬ ▬▬▬▬ ▬▬▬▬▬ ▬▬ ▬▬▬ ▬▬▬▬ ▬▬▬ ▬▬ ▬▬▬▬▬ ▬▬▬ ▬▬ ▬▬▬▬ ▬▬▬ ▬▬▬▬▬ ▬▬ ▬▬▬▬ ▬▬▬ ▬▬ ▬▬▬▬ ▬▬▬▬▬ ▬▬ ▬▬▬ ▬▬▬▬ ▬▬▬ ▬▬ ▬▬▬▬▬ ▬▬▬ ▬▬ ▬▬▬▬ ▬▬▬ ▬▬▬▬▬ ▬▬ ▬▬▬▬ ▬▬▬ ▬▬ ▬▬▬▬ ▬▬▬▬▬ <box>22 743 260 1215</box>
body-text: ▬▬▬ ▬▬ ▬▬▬▬ ▬▬ ▬▬▬▬▬ ▬▬ ▬▬▬ ▬▬▬▬ ▬▬ ▬▬▬ ▬▬▬▬▬ ▬▬ ▬▬▬▬ ▬▬▬ ▬▬ ▬▬▬▬ ▬▬▬▬▬ ▬▬ ▬▬▬ ▬▬▬▬ ▬▬▬ ▬▬ ▬▬▬▬▬ ▬▬▬ ▬▬ ▬▬▬▬ ▬▬▬ ▬▬▬▬▬ ▬▬ ▬▬▬▬ ▬▬▬ ▬▬ ▬▬▬▬ ▬▬▬▬▬ ▬▬ ▬▬▬ ▬▬▬▬ ▬▬▬ ▬▬ ▬▬▬▬▬ ▬▬▬ ▬▬ ▬▬▬▬ ▬▬▬ ▬▬▬▬▬ ▬▬ ▬▬▬▬ ▬▬▬ ▬▬ ▬▬▬▬ ▬▬▬▬▬ ▬▬ ▬▬▬ ▬▬▬▬ ▬▬▬ ▬▬ ▬▬▬▬▬ ▬▬▬ ▬▬ ▬▬▬▬ ▬▬▬ ▬▬▬▬▬ ▬▬ ▬▬▬▬ ▬▬▬ ▬▬ ▬▬▬▬ ▬▬▬▬▬ ▬▬ ▬▬▬ ▬▬▬▬ ▬▬▬ ▬▬ ▬▬▬▬▬ ▬▬▬ ▬▬ ▬▬▬▬ ▬▬▬ ▬▬▬▬▬ ▬▬ ▬▬▬▬ ▬▬▬ ▬▬ ▬▬▬▬ ▬▬▬▬▬ ▬▬ ▬▬▬ ▬▬▬▬ ▬▬▬ ▬▬ ▬▬▬▬▬ ▬▬▬ ▬▬ ▬▬▬▬ ▬▬▬ ▬▬▬▬▬ ▬▬ ▬▬▬▬ ▬▬▬ ▬▬ ▬▬▬▬ ▬▬▬▬▬ ▬▬ ▬▬▬ ▬▬▬▬ ▬▬▬ ▬▬ ▬▬▬▬▬ ▬▬▬ ▬▬ ▬▬▬▬ ▬▬▬ ▬▬▬▬▬ ▬▬ ▬▬▬▬ ▬▬▬ ▬▬ ▬▬▬▬ ▬▬▬▬▬ ▬▬ ▬▬▬ ▬▬▬▬ ▬▬▬ ▬▬ ▬▬▬▬▬ ▬▬▬ ▬▬ ▬▬▬▬ ▬▬▬ ▬▬▬▬▬ ▬▬ ▬▬▬▬ ▬▬▬ ▬▬ ▬▬▬▬ ▬▬▬▬▬ <box>282 977 547 1262</box>
news-item-8: در کمیسیون اقتصاد ملی <box>921 576 1050 590</box>
news-item-13: محکمه انتظامی <box>944 900 1027 915</box>
column-left-page-2 <box>276 25 552 1583</box>
notice-headline: اعلان <box>1495 1456 1576 1498</box>
column-right-page-3 <box>1666 25 2007 1583</box>
body-text: ▬▬▬ ▬▬ ▬▬▬▬ ▬▬ ▬▬▬▬▬ ▬▬ ▬▬▬ ▬▬▬▬ ▬▬ ▬▬▬ ▬▬▬▬▬ ▬▬ ▬▬▬▬ ▬▬▬ ▬▬ ▬▬▬▬ ▬▬▬▬▬ ▬▬ ▬▬▬ <box>1421 1515 1650 1570</box>
section-public-law: حقوق عمومی داخلی <box>360 621 469 635</box>
newspaper-page-right <box>1148 0 2296 1608</box>
list-item: میرزا عباس خان <box>1170 508 1399 524</box>
body-text: ▬▬▬ ▬▬ ▬▬▬▬ ▬▬ ▬▬▬▬▬ ▬▬ ▬▬▬ ▬▬▬▬ ▬▬ ▬▬▬ ▬▬▬▬▬ ▬▬ ▬▬▬▬ ▬▬▬ ▬▬ ▬▬▬▬ ▬▬▬▬▬ <box>848 788 1123 830</box>
body-text: ▬▬▬ ▬▬ ▬▬▬▬ ▬▬ ▬▬▬▬▬ ▬▬ ▬▬▬ ▬▬▬▬ ▬▬ ▬▬▬ ▬▬▬▬▬ ▬▬ ▬▬▬▬ ▬▬▬ ▬▬ ▬▬▬▬ ▬▬▬▬▬ ▬▬ ▬▬▬ ▬▬▬▬ ▬▬▬ ▬▬ ▬▬▬▬▬ ▬▬▬ ▬▬ ▬▬▬▬ ▬▬▬ ▬▬▬▬▬ ▬▬ ▬▬▬▬ ▬▬▬ ▬▬ ▬▬▬▬ ▬▬▬▬▬ ▬▬ ▬▬▬ ▬▬▬▬ ▬▬▬ ▬▬ ▬▬▬▬▬ ▬▬▬ ▬▬ ▬▬▬▬ ▬▬▬ ▬▬▬▬▬ ▬▬ ▬▬▬▬ ▬▬▬ ▬▬ ▬▬▬▬ ▬▬▬▬▬ ▬▬ ▬▬▬ ▬▬▬▬ ▬▬▬ ▬▬ ▬▬▬▬▬ ▬▬▬ ▬▬ ▬▬▬▬ ▬▬▬ ▬▬▬▬▬ ▬▬ ▬▬▬▬ ▬▬▬ ▬▬ ▬▬▬▬ ▬▬▬▬▬ ▬▬ ▬▬▬ ▬▬▬▬ ▬▬▬ ▬▬ ▬▬▬▬▬ ▬▬▬ ▬▬ ▬▬▬▬ ▬▬▬ ▬▬▬▬▬ ▬▬ ▬▬▬▬ ▬▬▬ ▬▬ ▬▬▬▬ ▬▬▬▬▬ ▬▬ ▬▬▬ ▬▬▬▬ ▬▬▬ ▬▬ ▬▬▬▬▬ ▬▬▬ ▬▬ ▬▬▬▬ ▬▬▬ ▬▬▬▬▬ ▬▬ ▬▬▬▬ ▬▬▬ ▬▬ ▬▬▬▬ ▬▬▬▬▬ ▬▬ ▬▬▬ ▬▬▬▬ ▬▬▬ ▬▬ ▬▬▬▬▬ ▬▬▬ ▬▬ ▬▬▬▬ ▬▬▬ ▬▬▬▬▬ ▬▬ ▬▬▬▬ ▬▬▬ ▬▬ ▬▬▬▬ ▬▬▬▬▬ ▬▬ ▬▬▬ ▬▬▬▬ ▬▬▬ ▬▬ ▬▬▬▬▬ ▬▬▬ ▬▬ ▬▬▬▬ ▬▬▬ ▬▬▬▬▬ ▬▬ ▬▬▬▬ ▬▬▬ ▬▬ ▬▬▬▬ ▬▬▬▬▬ ▬▬ ▬▬▬ ▬▬▬▬ ▬▬▬ ▬▬ ▬▬▬▬▬ ▬▬▬ ▬▬ ▬▬▬▬ ▬▬▬ ▬▬▬▬▬ ▬▬ ▬▬▬▬ ▬▬▬ ▬▬ ▬▬▬▬ ▬▬▬▬▬ ▬▬ ▬▬▬ ▬▬▬▬ ▬▬▬ ▬▬ ▬▬▬▬▬ ▬▬▬ ▬▬ ▬▬▬▬ ▬▬▬ ▬▬▬▬▬ ▬▬ ▬▬▬▬ ▬▬▬ ▬▬ ▬▬▬▬ ▬▬▬▬▬ ▬▬ ▬▬▬ ▬▬▬▬ ▬▬▬ ▬▬ ▬▬▬▬▬ ▬▬▬ ▬▬ ▬▬▬▬ ▬▬▬ ▬▬▬▬▬ ▬▬ ▬▬▬▬ ▬▬▬ ▬▬ ▬▬▬▬ ▬▬▬▬▬ ▬▬ ▬▬▬ ▬▬▬▬ ▬▬▬ ▬▬ ▬▬▬▬▬ ▬▬▬ ▬▬ ▬▬▬▬ ▬▬▬ ▬▬▬▬▬ ▬▬ ▬▬▬▬ ▬▬▬ ▬▬ ▬▬▬▬ ▬▬▬▬▬ ▬▬ ▬▬▬ ▬▬▬▬ ▬▬▬ ▬▬ ▬▬▬▬▬ ▬▬▬ ▬▬ ▬▬▬▬ ▬▬▬ ▬▬▬▬▬ ▬▬ ▬▬▬▬ ▬▬▬ ▬▬ ▬▬▬▬ ▬▬▬▬▬ ▬▬ ▬▬▬ ▬▬▬▬ ▬▬▬ ▬▬ ▬▬▬▬▬ ▬▬▬ ▬▬ ▬▬▬▬ ▬▬▬ ▬▬▬▬▬ ▬▬ ▬▬▬▬ ▬▬▬ ▬▬ ▬▬▬▬ ▬▬▬▬▬ ▬▬ ▬▬▬ ▬▬▬▬ ▬▬▬ ▬▬ ▬▬▬▬▬ ▬▬▬ ▬▬ ▬▬▬▬ ▬▬▬ ▬▬▬▬▬ ▬▬ ▬▬▬▬ ▬▬▬ ▬▬ ▬▬▬▬ ▬▬▬▬▬ ▬▬ ▬▬▬ ▬▬▬▬ ▬▬▬ ▬▬ ▬▬▬▬▬ ▬▬▬ ▬▬ ▬▬▬▬ ▬▬▬ ▬▬▬▬▬ ▬▬ ▬▬▬▬ ▬▬▬ ▬▬ ▬▬▬▬ ▬▬▬▬▬ ▬▬ ▬▬▬ ▬▬▬▬ ▬▬▬ ▬▬ ▬▬▬▬▬ ▬▬▬ ▬▬ ▬▬▬▬ ▬▬▬ ▬▬▬▬▬ ▬▬ ▬▬▬▬ ▬▬▬ ▬▬ ▬▬▬▬ ▬▬▬▬▬ ▬▬ ▬▬▬ ▬▬▬▬ ▬▬▬ ▬▬ ▬▬▬▬▬ ▬▬▬ ▬▬ ▬▬▬▬ ▬▬▬ ▬▬▬▬▬ ▬▬ ▬▬▬▬ ▬▬▬ ▬▬ ▬▬▬▬ ▬▬▬▬▬ <box>1421 78 1650 851</box>
body-text: ▬▬▬ ▬▬ ▬▬▬▬ ▬▬ ▬▬▬▬▬ ▬▬ ▬▬▬ ▬▬▬▬ ▬▬ ▬▬▬ ▬▬▬▬▬ ▬▬ ▬▬▬▬ ▬▬▬ ▬▬ ▬▬▬▬ ▬▬▬▬▬ ▬▬ ▬▬▬ ▬▬▬▬ ▬▬▬ ▬▬ ▬▬▬▬▬ ▬▬▬ ▬▬ ▬▬▬▬ ▬▬▬ ▬▬▬▬▬ ▬▬ ▬▬▬▬ ▬▬▬ ▬▬ ▬▬▬▬ ▬▬▬▬▬ ▬▬ ▬▬▬ ▬▬▬▬ <box>22 600 260 684</box>
column-rule <box>838 25 839 1583</box>
accepted-students-intro: بطوریکه اطلاع یافته ایم <box>1222 120 1347 135</box>
embezzlement-sub-5: اختلاسات <box>1812 870 1862 884</box>
duty-headline: وظیفه پدران و مادران <box>2023 25 2274 127</box>
column-right-page-4 <box>2018 25 2280 1583</box>
courts-sub-special: محاکم اختصاصی <box>96 696 186 710</box>
body-text: ▬▬▬ ▬▬ ▬▬▬▬ ▬▬ ▬▬▬▬▬ ▬▬ ▬▬▬ ▬▬▬▬ ▬▬ ▬▬▬ ▬▬▬▬▬ ▬▬ ▬▬▬▬ ▬▬▬ ▬▬ ▬▬▬▬ ▬▬▬▬▬ ▬▬ ▬▬▬ ▬▬▬▬ ▬▬▬ ▬▬ ▬▬▬▬▬ ▬▬▬ ▬▬ ▬▬▬▬ ▬▬▬ ▬▬▬▬▬ ▬▬ ▬▬▬▬ ▬▬▬ ▬▬ ▬▬▬▬ ▬▬▬▬▬ ▬▬ ▬▬▬ ▬▬▬▬ ▬▬▬ ▬▬ ▬▬▬▬▬ ▬▬▬ ▬▬ ▬▬▬▬ ▬▬▬ ▬▬▬▬▬ ▬▬ ▬▬▬▬ ▬▬▬ ▬▬ ▬▬▬▬ ▬▬▬▬▬ ▬▬ ▬▬▬ ▬▬▬▬ ▬▬▬ ▬▬ ▬▬▬▬▬ ▬▬▬ ▬▬ ▬▬▬▬ ▬▬▬ ▬▬▬▬▬ ▬▬ ▬▬▬▬ ▬▬▬ ▬▬ ▬▬▬▬ ▬▬▬▬▬ ▬▬ ▬▬▬ ▬▬▬▬ ▬▬▬ ▬▬ ▬▬▬▬▬ ▬▬▬ ▬▬ ▬▬▬▬ ▬▬▬ ▬▬▬▬▬ ▬▬ ▬▬▬▬ ▬▬▬ ▬▬ ▬▬▬▬ ▬▬▬▬▬ ▬▬ ▬▬▬ ▬▬▬▬ ▬▬▬ ▬▬ ▬▬▬▬▬ ▬▬▬ ▬▬ ▬▬▬▬ ▬▬▬ ▬▬▬▬▬ ▬▬ ▬▬▬▬ ▬▬▬ ▬▬ ▬▬▬▬ ▬▬▬▬▬ <box>1672 688 2002 858</box>
news-item-15: ارسال راپرت انتخابات بلدی <box>913 1019 1058 1033</box>
list-item: میرزا جلال خان مفیدی <box>1170 188 1399 204</box>
body-text: ▬▬▬ ▬▬ ▬▬▬▬ ▬▬ ▬▬▬▬▬ ▬▬ ▬▬▬ ▬▬▬▬ ▬▬ ▬▬▬ ▬▬▬▬▬ ▬▬ ▬▬▬▬ ▬▬▬ ▬▬ ▬▬▬▬ ▬▬▬▬▬ <box>848 243 1123 284</box>
body-text: ▬▬▬ ▬▬ ▬▬▬▬ ▬▬ ▬▬▬▬▬ ▬▬ ▬▬▬ ▬▬▬▬ ▬▬ ▬▬▬ ▬▬▬▬▬ ▬▬ ▬▬▬▬ ▬▬▬ ▬▬ ▬▬▬▬ ▬▬▬▬▬ ▬▬ ▬▬▬ ▬▬▬▬ ▬▬▬ ▬▬ ▬▬▬▬▬ ▬▬▬ ▬▬ ▬▬▬▬ ▬▬▬ ▬▬▬▬▬ ▬▬ ▬▬▬▬ ▬▬▬ ▬▬ ▬▬▬▬ ▬▬▬▬▬ <box>282 787 547 856</box>
